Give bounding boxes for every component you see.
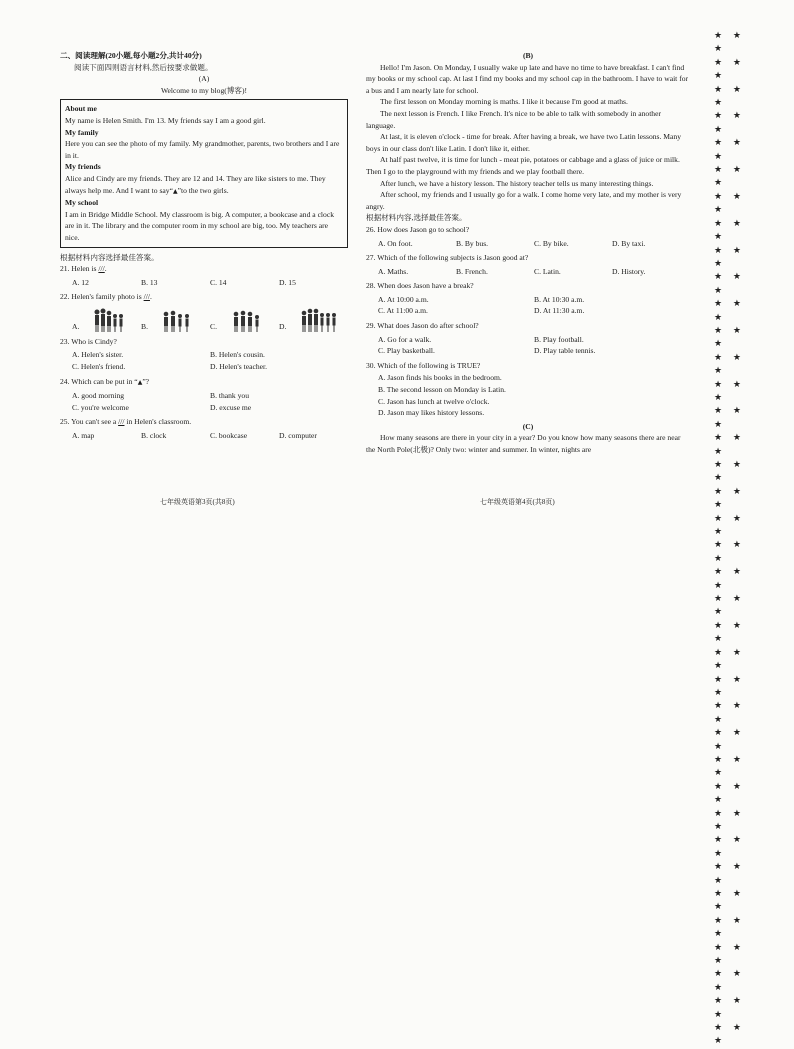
star-row: ★ ★ ★ [714,138,745,162]
right-column [366,50,690,456]
option[interactable]: C. Latin. [534,266,561,276]
star-row: ★ ★ ★ [714,406,745,430]
school-text: I am in Bridge Middle School. My classroom is big. A computer, a bookcase and a clock are in it. The library and the computer room in my school are big, too. My teachers are nice. [65,209,335,242]
star-row: ★ ★ ★ [714,486,745,511]
option-a-photo[interactable]: A. [72,305,141,333]
option[interactable]: A. 12 [72,277,89,287]
family-photo-icon [161,309,193,333]
option[interactable]: C. bookcase [210,431,248,441]
paragraph: At last, it is eleven o'clock - time for break. After having a break, we have two Latin lessons. Many boys in our class don't like Latin. I don't like it, either. [366,132,682,153]
option[interactable]: B. thank you [210,391,250,401]
star-row: ★ ★ ★ [714,594,745,618]
star-row: ★ ★ ★ [714,620,745,645]
question-25: 25. You can't see a /// in Helen's classroom. [60,417,192,427]
option[interactable]: C. Jason has lunch at twelve o'clock. [378,396,490,406]
about-heading: About me [65,104,97,114]
star-row: ★ ★ ★ [714,969,745,993]
star-row: ★ ★ ★ [714,567,745,591]
star-row: ★ ★ ★ [714,84,745,109]
passage-c-label: (C) [522,421,534,431]
question-29: 29. What does Jason do after school? [366,321,479,331]
paragraph: After school, my friends and I usually go for a walk. I come home very late, and my mother is very angry. [366,190,682,211]
star-row: ★ ★ ★ [714,674,745,698]
options-21 [72,277,348,289]
question-23: 23. Who is Cindy? [60,336,117,346]
paragraph: After lunch, we have a history lesson. The history teacher tells us many interesting things. [380,178,654,188]
option[interactable]: D. History. [612,266,646,276]
option[interactable]: A. good morning [72,391,125,401]
page-footer-left: 七年级英语第3页(共8页) [160,498,235,506]
star-row: ★ ★ ★ [714,245,745,269]
option[interactable]: D. 15 [279,277,296,287]
options-25 [72,430,348,442]
family-photo-icon [299,307,339,333]
star-row: ★ ★ ★ [714,460,745,484]
left-column [60,50,348,445]
option[interactable]: D. At 11:30 a.m. [534,306,585,316]
option[interactable]: C. At 11:00 a.m. [378,306,428,316]
option[interactable]: B. 13 [141,277,158,287]
options-22 [72,305,348,333]
option[interactable]: B. At 10:30 a.m. [534,294,585,304]
paragraph: At half past twelve, it is time for lunch - meat pie, potatoes or cabbage and a glass of juice or milk. Then I go to the playground with my friends and we play football there. [366,155,680,176]
passage-a-label: (A) [198,74,210,84]
passage-b-label: (B) [522,51,534,60]
family-photo-icon [92,307,128,333]
blank-marker: ▲ [172,187,178,195]
friends-text: Alice and Cindy are my friends. They are 12 and 14. They are like sisters to me. They always help me. And I want to say“▲”to the two girls. [65,173,326,195]
paragraph: Hello! I'm Jason. On Monday, I usually wake up late and have no time to have breakfast. I can't find my books or my school cap. At last I find my books and my school cap in the bathroom. I have to wait for a bus and I am nearly late for school. [366,62,689,95]
star-row: ★ ★ ★ [714,272,745,296]
star-row: ★ ★ ★ [714,111,745,135]
star-row: ★ ★ ★ [714,754,745,779]
option[interactable]: B. Play football. [534,334,584,344]
option-c-photo[interactable]: C. [210,305,279,333]
option[interactable]: A. Maths. [378,266,409,276]
options-30 [378,372,690,418]
star-row: ★ ★ ★ [714,808,745,832]
option[interactable]: A. Helen's sister. [72,350,124,360]
question-21: 21. Helen is ///. [60,264,107,274]
star-row: ★ ★ ★ [714,433,745,457]
question-26: 26. How does Jason go to school? [366,224,470,234]
star-row: ★ ★ ★ [714,31,745,55]
star-row: ★ ★ ★ [714,942,745,967]
option[interactable]: B. Helen's cousin. [210,350,265,360]
star-row: ★ ★ ★ [714,862,745,886]
option[interactable]: A. map [72,431,95,441]
star-row: ★ ★ ★ [714,191,745,216]
about-text: My name is Helen Smith. I'm 13. My friends say I am a good girl. [65,115,266,125]
option-b-photo[interactable]: B. [141,305,210,333]
question-27: 27. Which of the following subjects is Jason good at? [366,253,529,263]
family-text: Here you can see the photo of my family. My grandmother, parents, two brothers and I are in it. [65,139,340,160]
option[interactable]: A. Jason finds his books in the bedroom. [378,373,502,383]
paragraph: The next lesson is French. I like French. It's nice to be able to talk with somebody in another language. [366,108,662,130]
option[interactable]: C. Play basketball. [378,346,435,356]
option[interactable]: D. Jason may likes history lessons. [378,408,485,418]
star-row: ★ ★ ★ [714,379,745,403]
option[interactable]: C. 14 [210,277,227,287]
question-22: 22. Helen's family photo is ///. [60,292,152,302]
paragraph: The first lesson on Monday morning is maths. I like it because I'm good at maths. [380,97,628,107]
option-d-photo[interactable]: D. [279,305,348,333]
options-28 [378,294,690,317]
page-footer-right: 七年级英语第4页(共8页) [480,498,555,506]
option[interactable]: B. clock [141,431,167,441]
option[interactable]: D. computer [279,431,317,441]
question-28: 28. When does Jason have a break? [366,281,474,291]
star-row: ★ ★ ★ [714,781,745,806]
question-30: 30. Which of the following is TRUE? [366,360,481,370]
star-row: ★ ★ ★ [714,352,745,377]
answer-instruction: 根据材料内容,选择最佳答案。 [366,213,467,223]
blog-title: Welcome to my blog(博客)! [160,85,248,95]
star-row: ★ ★ ★ [714,540,745,564]
option[interactable]: C. Helen's friend. [72,362,126,372]
binding-margin-stars [714,30,756,1047]
options-24 [72,390,348,413]
star-row: ★ ★ ★ [714,1023,745,1047]
option[interactable]: D. Play table tennis. [534,346,596,356]
star-row: ★ ★ ★ [714,647,745,672]
passage-c-text: How many seasons are there in your city in a year? Do you know how many seasons there are near the North Pole(北极)? Only two: winter and summer. In winter, nights are [366,433,681,454]
star-row: ★ ★ ★ [714,701,745,725]
option[interactable]: D. Helen's teacher. [210,362,268,372]
options-23 [72,349,348,372]
option[interactable]: A. On foot. [378,238,413,248]
question-24: 24. Which can be put in “▲”? [60,376,150,386]
options-29 [378,334,690,357]
star-row: ★ ★ ★ [714,165,745,189]
star-row: ★ ★ ★ [714,835,745,859]
option[interactable]: A. Go for a walk. [378,334,432,344]
star-row: ★ ★ ★ [714,513,745,538]
option[interactable]: B. The second lesson on Monday is Latin. [378,385,506,395]
family-heading: My family [65,127,99,137]
answer-instruction: 根据材料内容选择最佳答案。 [60,252,159,262]
star-row: ★ ★ ★ [714,299,745,323]
option[interactable]: D. By taxi. [612,238,646,248]
friends-heading: My friends [65,162,101,172]
instruction: 阅读下面四则语言材料,然后按要求做题。 [74,62,213,72]
options-26 [378,238,690,250]
options-27 [378,266,690,278]
section-title: 二、阅读理解(20小题,每小题2分,共计40分) [60,51,202,60]
school-heading: My school [65,198,99,208]
star-row: ★ ★ ★ [714,325,745,350]
star-row: ★ ★ ★ [714,889,745,913]
option[interactable]: C. By bike. [534,238,569,248]
blog-box [60,99,348,247]
option[interactable]: B. French. [456,266,488,276]
option[interactable]: A. At 10:00 a.m. [378,294,429,304]
star-row: ★ ★ ★ [714,996,745,1020]
star-row: ★ ★ ★ [714,915,745,940]
option[interactable]: C. you're welcome [72,402,129,412]
star-row: ★ ★ ★ [714,57,745,82]
family-photo-icon [230,309,264,333]
option[interactable]: D. excuse me [210,402,252,412]
star-row: ★ ★ ★ [714,218,745,243]
star-row: ★ ★ ★ [714,728,745,752]
option[interactable]: B. By bus. [456,238,489,248]
